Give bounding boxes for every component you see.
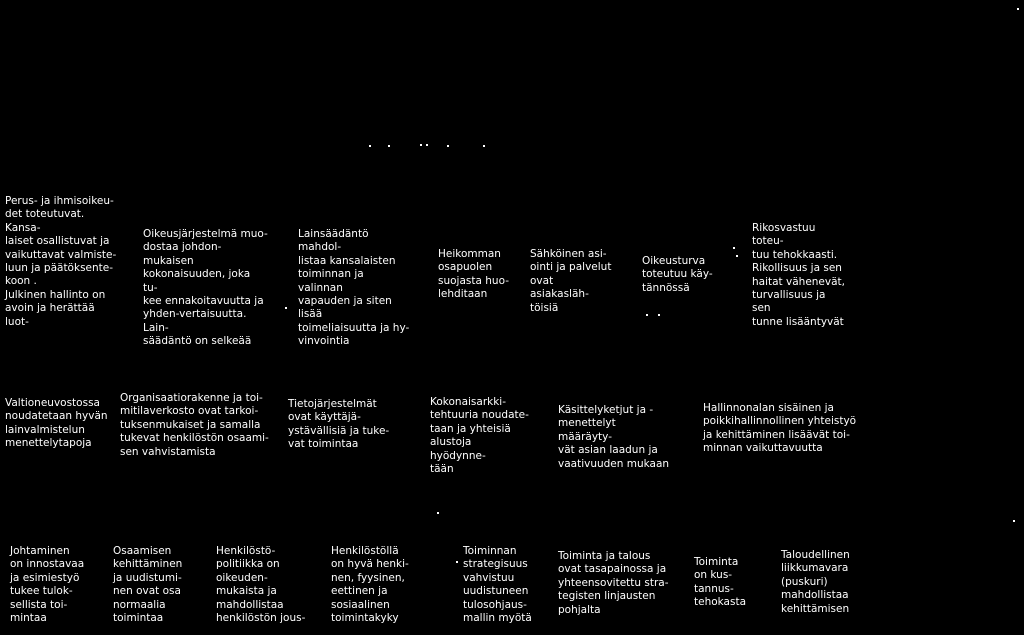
process-cooperation: Hallinnonalan sisäinen ja poikkihallinnollinen yhteistyö ja kehittäminen lisäävät toi- minnan vaikuttavuutta [703, 402, 857, 455]
speck [388, 145, 390, 147]
resource-leadership: Johtaminen on innostavaa ja esimiestyö tukee tulok- sellista toi- mintaa [10, 545, 85, 625]
goal-fundamental-rights: Perus- ja ihmisoikeu- det toteutuvat. Kansa- laiset osallistuvat ja vaikuttavat valmiste- luun ja päätöksente- koon . Julkinen hallinto on avoin ja herättää luot- [5, 195, 117, 328]
resource-personnel-policy: Henkilöstö- politiikka on oikeuden- mukaista ja mahdollistaa henkilöstön jous- [216, 545, 306, 625]
speck [483, 145, 485, 147]
process-organisation-structure: Organisaatiorakenne ja toi- mitilaverkosto ovat tarkoi- tuksenmukaiset ja samalla tukevat henkilöstön osaami- sen vahvistamista [120, 392, 269, 458]
goal-legislation-freedom: Lainsäädäntö mahdol- listaa kansalaisten toiminnan ja valinnan vapauden ja siten lisää toimeliaisuutta ja hy- vinvointia [298, 228, 410, 348]
speck [285, 307, 287, 309]
speck [456, 561, 458, 563]
speck [658, 314, 660, 316]
speck [646, 314, 648, 316]
goal-weaker-party-protection: Heikomman osapuolen suojasta huo- lehditaan [438, 248, 509, 301]
process-enterprise-architecture: Kokonaisarkki- tehtuuria noudate- taan ja yhteisiä alustoja hyödynne- tään [430, 396, 529, 476]
speck [420, 144, 422, 146]
goal-legal-protection: Oikeusturva toteutuu käy- tännössä [642, 255, 713, 294]
process-handling-chains: Käsittelyketjut ja - menettelyt määräyty- vät asian laadun ja vaativuuden mukaan [558, 404, 670, 470]
resource-cost-efficiency: Toiminta on kus- tannus- tehokasta [694, 556, 747, 609]
goal-legal-system-coherence: Oikeusjärjestelmä muo- dostaa johdon-mukaisen kokonaisuuden, joka tu- kee ennakoitavuutta ja yhden-vertaisuutta. Lain- säädäntö on selkeää [143, 228, 268, 348]
process-good-legislative-drafting: Valtioneuvostossa noudatetaan hyvän lainvalmistelun menettelytapoja [5, 397, 108, 450]
speck [447, 145, 449, 147]
goal-e-services: Sähköinen asi- ointi ja palvelut ovat asiakasläh- töisiä [530, 248, 612, 314]
speck [1013, 520, 1015, 522]
speck [736, 255, 738, 257]
speck [369, 145, 371, 147]
speck [733, 247, 735, 249]
goal-criminal-liability: Rikosvastuu toteu- tuu tehokkaasti. Rikollisuus ja sen haitat vähenevät, turvallisuus ja sen tunne lisääntyvät [752, 222, 845, 328]
speck [437, 512, 439, 514]
resource-competence-development: Osaamisen kehittäminen ja uudistumi- nen ovat osa normaalia toimintaa [113, 545, 183, 625]
speck [426, 144, 428, 146]
resource-work-capacity: Henkilöstöllä on hyvä henki- nen, fyysinen, eettinen ja sosiaalinen toimintakyky [331, 545, 409, 625]
process-information-systems: Tietojärjestelmät ovat käyttäjä- ystävällisiä ja tuke- vat toimintaa [288, 398, 390, 451]
resource-financial-buffer: Taloudellinen liikkumavara (puskuri) mahdollistaa kehittämisen [781, 549, 850, 615]
resource-balanced-finance: Toiminta ja talous ovat tasapainossa ja yhteensovitettu stra- tegisten linjausten pohjalta [558, 550, 669, 616]
speck [1017, 8, 1019, 10]
resource-strategic-steering: Toiminnan strategisuus vahvistuu uudistuneen tulosohjaus- mallin myötä [463, 545, 532, 625]
